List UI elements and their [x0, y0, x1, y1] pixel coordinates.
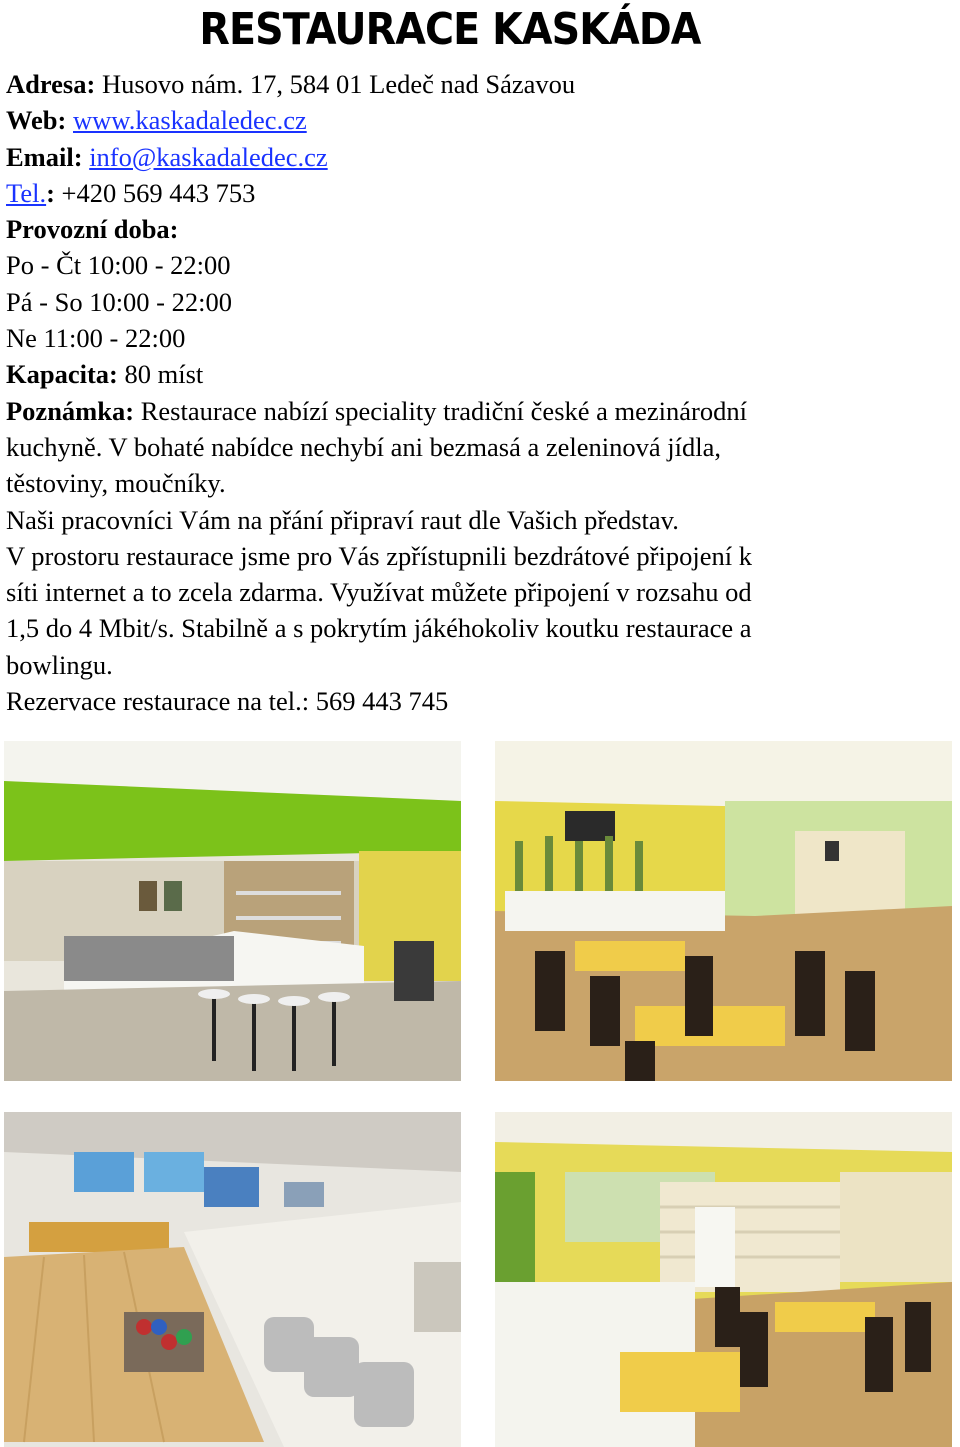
note-line: 1,5 do 4 Mbit/s. Stabilně a s pokrytím jákéhokoliv koutku restaurace a	[6, 613, 752, 644]
web-link[interactable]: www.kaskadaledec.cz	[73, 105, 307, 136]
hours-row: Po - Čt 10:00 - 22:00	[6, 250, 231, 281]
bowling-photo	[4, 1112, 461, 1447]
note-line: Naši pracovníci Vám na přání připraví raut dle Vašich představ.	[6, 504, 679, 535]
tel-link[interactable]: Tel.	[6, 177, 47, 208]
address-line: Adresa: Husovo nám. 17, 584 01 Ledeč nad Sázavou	[6, 69, 576, 99]
restaurant-info	[6, 66, 951, 719]
dining-photo	[495, 741, 952, 1081]
web-line: Web: www.kaskadaledec.cz	[6, 105, 307, 136]
note-line: těstoviny, moučníky.	[6, 468, 226, 499]
note-line: kuchyně. V bohaté nabídce nechybí ani bezmasá a zeleninová jídla,	[6, 431, 721, 462]
capacity-line: Kapacita: 80 míst	[6, 359, 204, 390]
reservation-line: Rezervace restaurace na tel.: 569 443 745	[6, 686, 449, 717]
hours-label: Provozní doba:	[6, 214, 179, 245]
page-title: RESTAURACE KASKÁDA	[199, 4, 701, 55]
phone-line: Tel.: +420 569 443 753	[6, 177, 256, 208]
hours-row: Pá - So 10:00 - 22:00	[6, 286, 232, 317]
note-line: Poznámka: Restaurace nabízí speciality tradiční české a mezinárodní	[6, 395, 747, 426]
note-line: bowlingu.	[6, 649, 113, 680]
email-link[interactable]: info@kaskadaledec.cz	[89, 141, 328, 172]
hours-row: Ne 11:00 - 22:00	[6, 323, 186, 354]
dining-bar-photo	[495, 1112, 952, 1447]
note-line: V prostoru restaurace jsme pro Vás zpřístupnili bezdrátové připojení k	[6, 540, 752, 571]
bar-photo	[4, 741, 461, 1081]
note-line: síti internet a to zcela zdarma. Využívat můžete připojení v rozsahu od	[6, 577, 752, 608]
email-line: Email: info@kaskadaledec.cz	[6, 141, 328, 172]
